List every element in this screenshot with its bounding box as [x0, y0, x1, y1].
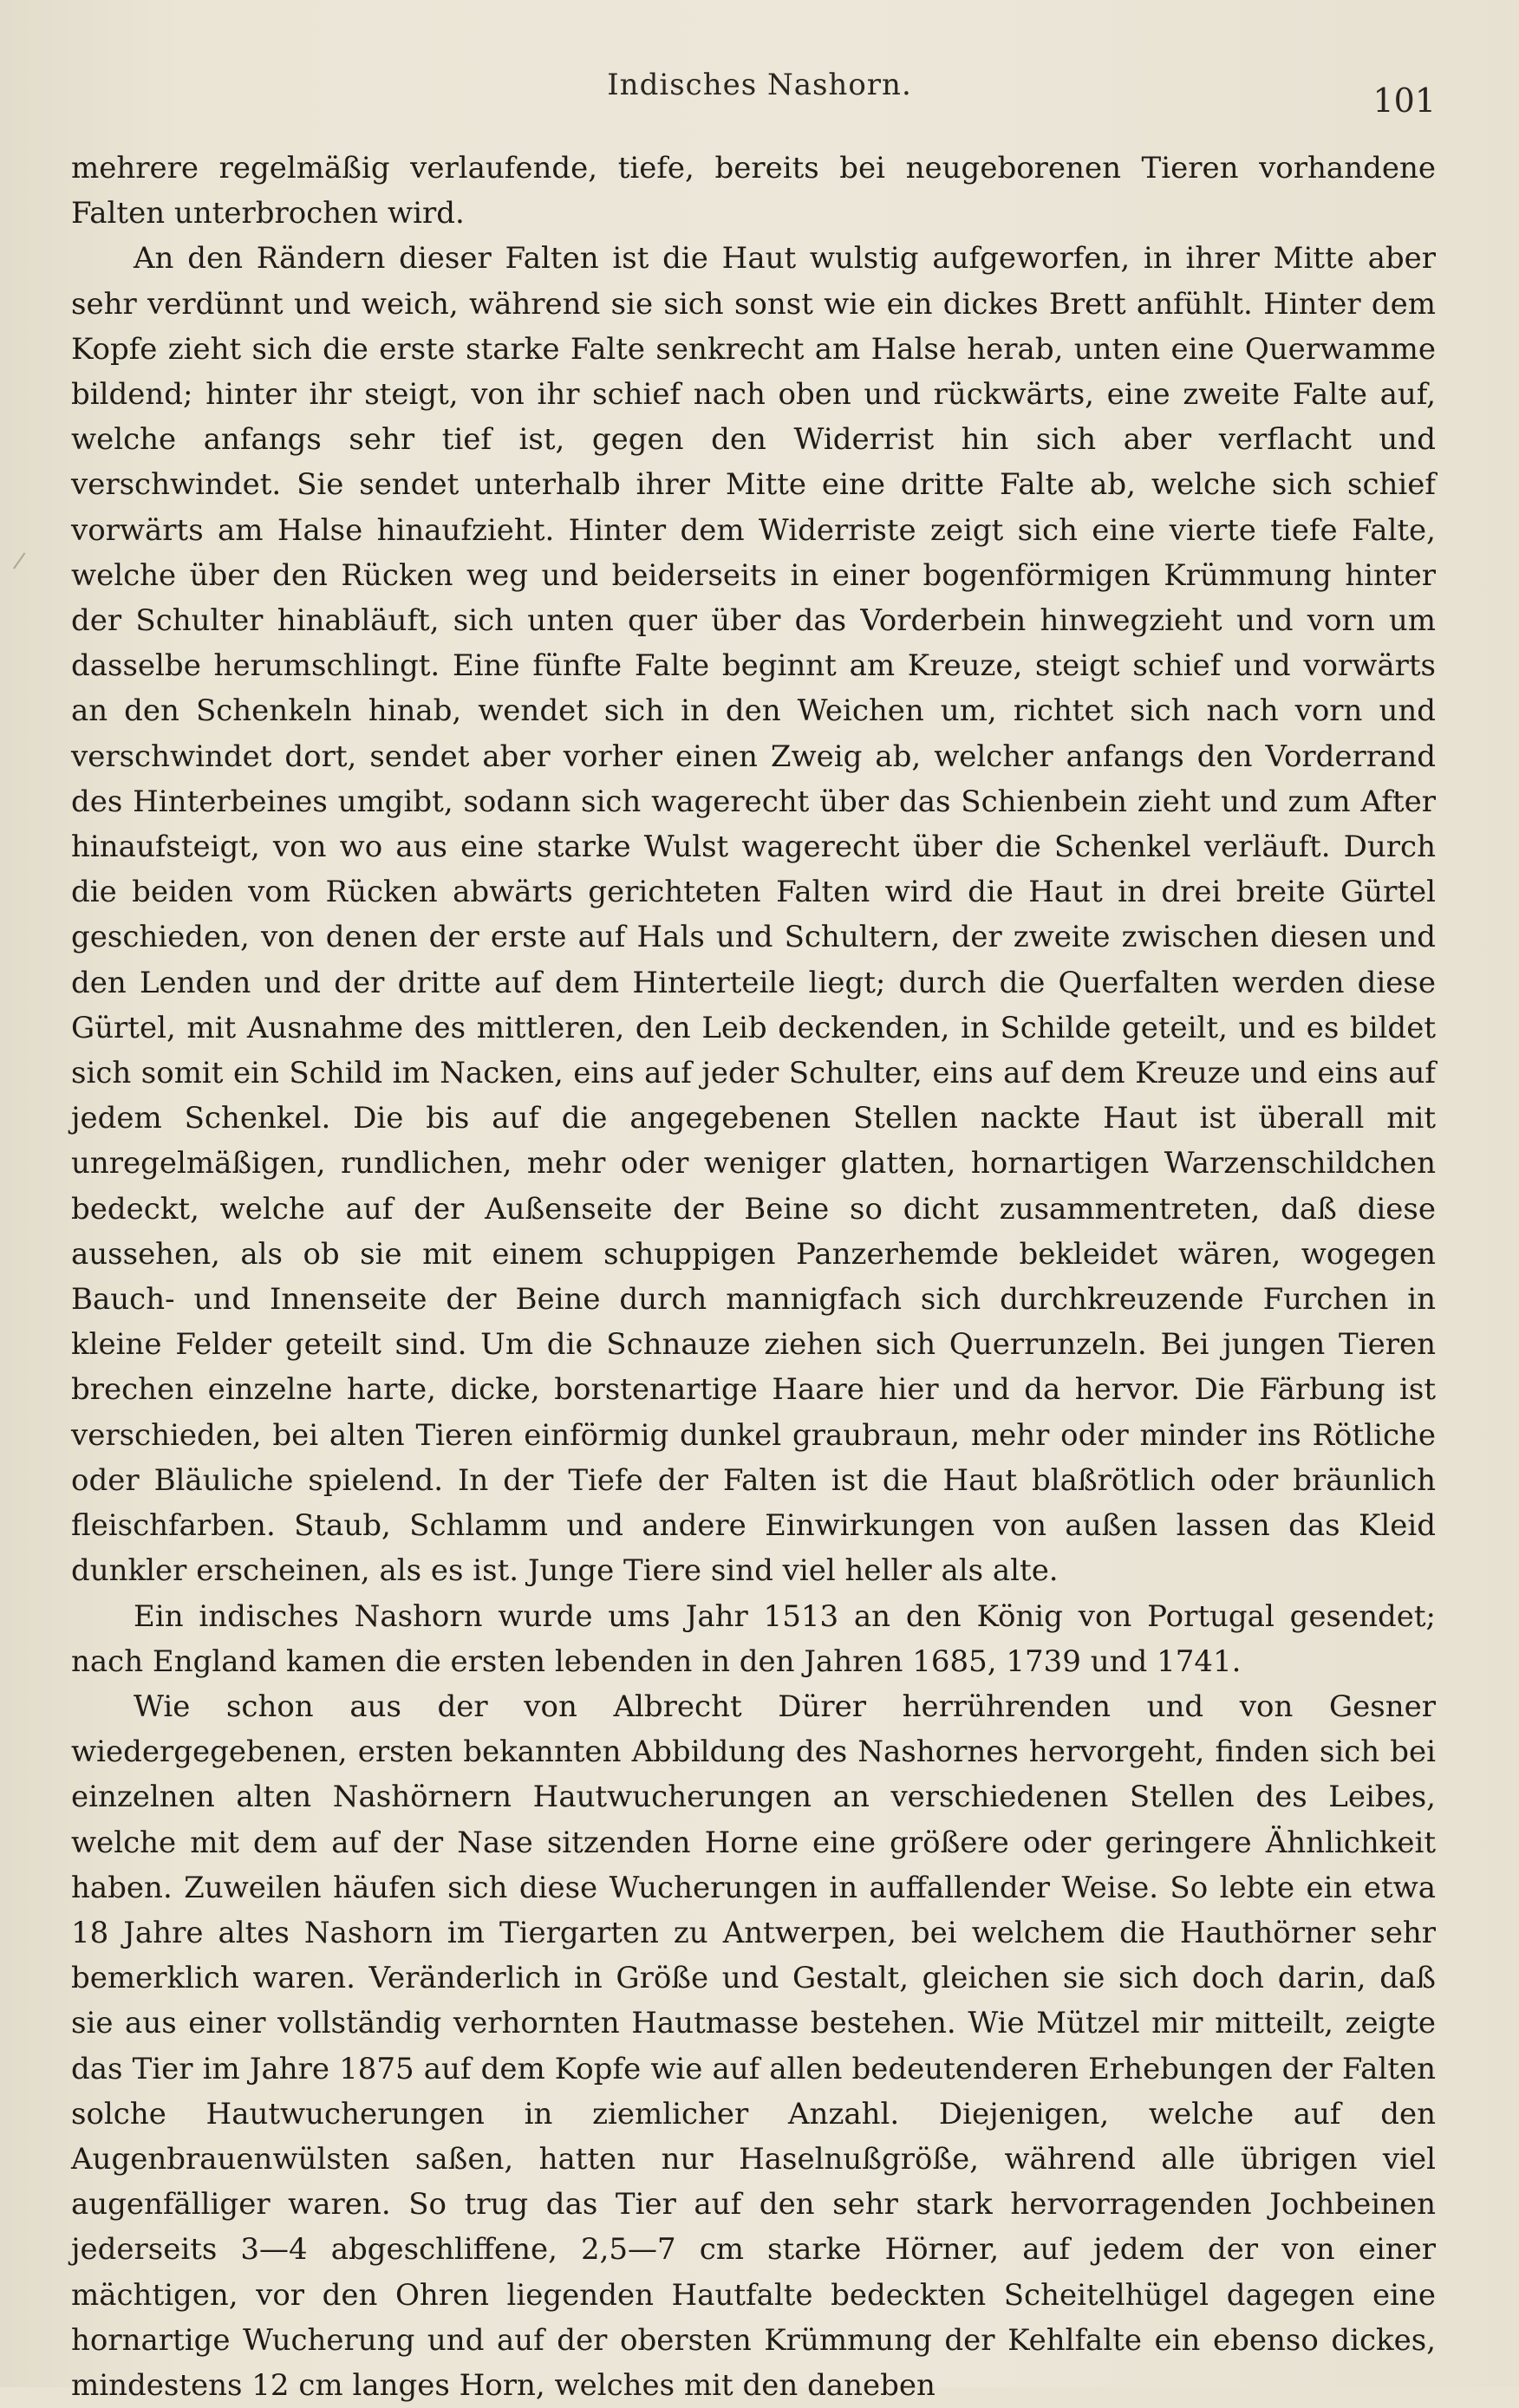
paragraph-continuation: mehrere regelmäßig verlaufende, tiefe, bereits bei neugeborenen Tieren vorhandene Falten unterbrochen wird.: [71, 151, 1436, 231]
paragraph-horn-growths: Wie schon aus der von Albrecht Dürer herrührenden und von Gesner wiedergegebenen, ersten bekannten Abbildung des Nashornes hervorgeht, finden sich bei einzelnen alten Nashörnern Hautwucherungen an verschiedenen Stellen des Leibes, welche mit dem auf der Nase sitzenden Horne eine größere oder geringere Ähnlichkeit haben. Zuweilen häufen sich diese Wucherungen in auffallender Weise. So lebte ein etwa 18 Jahre altes Nashorn im Tiergarten zu Antwerpen, bei welchem die Hauthörner sehr bemerklich waren. Veränderlich in Größe und Gestalt, gleichen sie sich doch darin, daß sie aus einer vollständig verhornten Hautmasse bestehen. Wie Mützel mir mitteilt, zeigte das Tier im Jahre 1875 auf dem Kopfe wie auf allen bedeutenderen Erhebungen der Falten solche Hautwucherungen in ziemlicher Anzahl. Diejenigen, welche auf den Augenbrauenwülsten saßen, hatten nur Haselnußgröße, während alle übrigen viel augenfälliger waren. So trug das Tier auf den sehr stark hervorragenden Jochbeinen jederseits 3—4 abgeschliffene, 2,5—7 cm starke Hörner, auf jedem der von einer mächtigen, vor den Ohren liegenden Hautfalte bedeckten Scheitelhügel dagegen eine hornartige Wucherung und auf der obersten Krümmung der Kehlfalte ein ebenso dickes, mindestens 12 cm langes Horn, welches mit den daneben: [71, 1689, 1436, 2403]
running-head: Indisches Nashorn.: [607, 68, 912, 102]
margin-mark: [13, 552, 36, 576]
body-text: [71, 146, 1436, 2408]
paragraph-history: Ein indisches Nashorn wurde ums Jahr 1513 an den König von Portugal gesendet; nach England kamen die ersten lebenden in den Jahren 1685, 1739 und 1741.: [71, 1598, 1436, 1679]
paragraph-skin-folds: An den Rändern dieser Falten ist die Haut wulstig aufgeworfen, in ihrer Mitte aber sehr verdünnt und weich, während sie sich sonst wie ein dickes Brett anfühlt. Hinter dem Kopfe zieht sich die erste starke Falte senkrecht am Halse herab, unten eine Querwamme bildend; hinter ihr steigt, von ihr schief nach oben und rückwärts, eine zweite Falte auf, welche anfangs sehr tief ist, gegen den Widerrist hin sich aber verflacht und verschwindet. Sie sendet unterhalb ihrer Mitte eine dritte Falte ab, welche sich schief vorwärts am Halse hinaufzieht. Hinter dem Widerriste zeigt sich eine vierte tiefe Falte, welche über den Rücken weg und beiderseits in einer bogenförmigen Krümmung hinter der Schulter hinabläuft, sich unten quer über das Vorderbein hinwegzieht und vorn um dasselbe herumschlingt. Eine fünfte Falte beginnt am Kreuze, steigt schief und vorwärts an den Schenkeln hinab, wendet sich in den Weichen um, richtet sich nach vorn und verschwindet dort, sendet aber vorher einen Zweig ab, welcher anfangs den Vorderrand des Hinterbeines umgibt, sodann sich wagerecht über das Schienbein zieht und zum After hinaufsteigt, von wo aus eine starke Wulst wagerecht über die Schenkel verläuft. Durch die beiden vom Rücken abwärts gerichteten Falten wird die Haut in drei breite Gürtel geschieden, von denen der erste auf Hals und Schultern, der zweite zwischen diesen und den Lenden und der dritte auf dem Hinterteile liegt; durch die Querfalten werden diese Gürtel, mit Ausnahme des mittleren, den Leib deckenden, in Schilde geteilt, und es bildet sich somit ein Schild im Nacken, eins auf jeder Schulter, eins auf dem Kreuze und eins auf jedem Schenkel. Die bis auf die angegebenen Stellen nackte Haut ist überall mit unregelmäßigen, rundlichen, mehr oder weniger glatten, hornartigen Warzenschildchen bedeckt, welche auf der Außenseite der Beine so dicht zusammentreten, daß diese aussehen, als ob sie mit einem schuppigen Panzerhemde bekleidet wären, wogegen Bauch- und Innenseite der Beine durch mannigfach sich durchkreuzende Furchen in kleine Felder geteilt sind. Um die Schnauze ziehen sich Querrunzeln. Bei jungen Tieren brechen einzelne harte, dicke, borstenartige Haare hier und da hervor. Die Färbung ist verschieden, bei alten Tieren einförmig dunkel graubraun, mehr oder minder ins Rötliche oder Bläuliche spielend. In der Tiefe der Falten ist die Haut blaßrötlich oder bräunlich fleischfarben. Staub, Schlamm und andere Einwirkungen von außen lassen das Kleid dunkler erscheinen, als es ist. Junge Tiere sind viel heller als alte.: [71, 241, 1436, 1589]
page-number: 101: [1372, 81, 1436, 120]
